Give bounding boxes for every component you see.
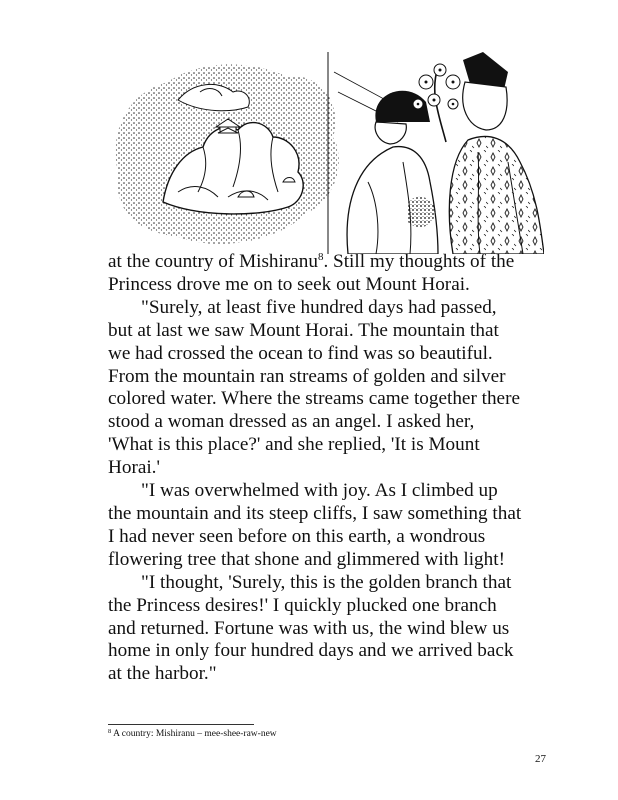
text-line xyxy=(108,434,480,455)
text-line xyxy=(108,388,520,409)
illustration-drawing xyxy=(108,52,544,254)
text-segment: at the harbor." xyxy=(108,663,217,685)
text-line xyxy=(108,549,505,570)
text-segment: Horai.' xyxy=(108,457,160,479)
story-illustration xyxy=(108,52,544,254)
text-line xyxy=(108,411,474,432)
text-segment: the Princess desires!' I quickly plucked one branch xyxy=(108,594,497,616)
text-segment: "Surely, at least five hundred days had passed, xyxy=(141,296,497,318)
text-segment: From the mountain ran streams of golden and silver xyxy=(108,365,506,387)
text-segment: and returned. Fortune was with us, the wind blew us xyxy=(108,617,510,639)
text-segment: we had crossed the ocean to find was so beautiful. xyxy=(108,342,493,364)
footnote-marker: 8 xyxy=(108,728,112,735)
text-line xyxy=(108,618,509,639)
story-text xyxy=(108,251,548,686)
text-line xyxy=(108,274,470,295)
text-segment: . Still my thoughts of the xyxy=(323,251,515,272)
footnote xyxy=(108,728,277,740)
text-segment: but at last we saw Mount Horai. The mountain that xyxy=(108,319,499,341)
footnote-divider xyxy=(108,724,254,725)
footnote-reference: 8 xyxy=(317,251,324,263)
text-segment: "I thought, 'Surely, this is the golden branch that xyxy=(141,571,512,593)
text-segment: I had never seen before on this earth, a wondrous xyxy=(108,525,486,547)
text-line xyxy=(108,320,499,341)
text-segment: flowering tree that shone and glimmered with light! xyxy=(108,548,505,570)
text-segment: at the country of Mishiranu xyxy=(108,251,318,272)
page-number: 27 xyxy=(535,753,546,765)
text-segment: the mountain and its steep cliffs, I saw something that xyxy=(108,502,522,524)
text-segment: home in only four hundred days and we arrived back xyxy=(108,640,514,662)
text-line xyxy=(141,297,497,318)
text-line xyxy=(108,457,160,478)
text-line xyxy=(108,526,485,547)
text-segment: Princess drove me on to seek out Mount Horai. xyxy=(108,273,470,295)
text-line xyxy=(141,480,498,501)
text-line xyxy=(108,366,506,387)
footnote-text: A country: Mishiranu – mee-shee-raw-new xyxy=(111,729,277,739)
text-line xyxy=(108,251,514,272)
paragraph xyxy=(108,480,548,572)
text-line xyxy=(108,640,513,661)
text-segment: 'What is this place?' and she replied, 'It is Mount xyxy=(108,434,480,456)
paragraph xyxy=(108,572,548,687)
text-line xyxy=(108,503,521,524)
text-line xyxy=(141,572,511,593)
paragraph xyxy=(108,297,548,480)
text-line xyxy=(108,343,493,364)
text-line xyxy=(108,595,497,616)
text-segment: stood a woman dressed as an angel. I asked her, xyxy=(108,411,475,433)
text-line xyxy=(108,663,217,684)
text-segment: colored water. Where the streams came together there xyxy=(108,388,520,410)
text-segment: "I was overwhelmed with joy. As I climbed up xyxy=(141,480,498,502)
paragraph xyxy=(108,251,548,297)
